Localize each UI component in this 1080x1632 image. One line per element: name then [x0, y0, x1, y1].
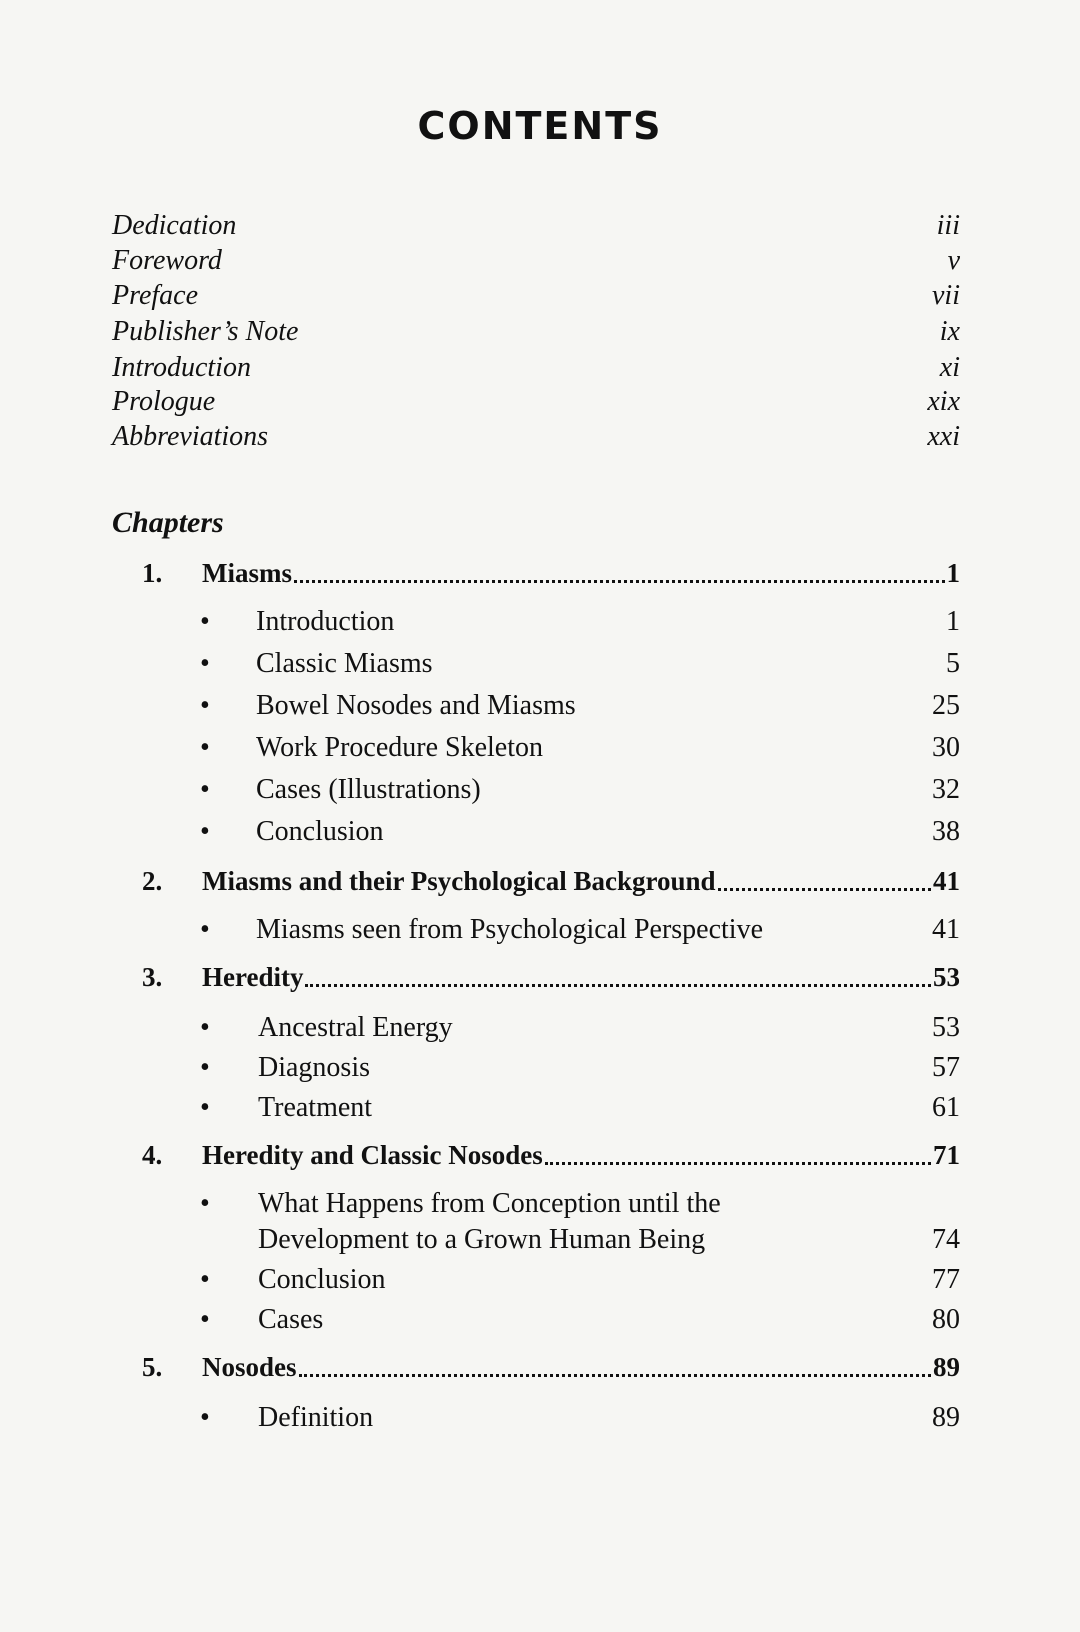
- page-number: 71: [933, 1140, 960, 1170]
- dot-leader: [718, 888, 931, 891]
- section-title: Ancestral Energy: [258, 1012, 453, 1043]
- dot-leader: [299, 1374, 931, 1377]
- chapter-title: Heredity: [202, 962, 304, 992]
- page-number: 41: [933, 866, 960, 896]
- section-title: Definition: [258, 1402, 374, 1433]
- page-number: 5: [946, 648, 960, 679]
- bullet-icon: •: [200, 690, 210, 721]
- bullet-icon: •: [200, 914, 210, 945]
- section-title: Introduction: [256, 606, 395, 637]
- page-number: vii: [932, 280, 960, 311]
- chapter-entry: [142, 962, 960, 993]
- entry-label: Abbreviations: [112, 421, 269, 452]
- bullet-icon: •: [200, 1012, 210, 1043]
- entry-label: Dedication: [112, 210, 237, 241]
- section-entry: [200, 914, 960, 946]
- front-matter-item: [112, 316, 960, 348]
- chapter-entry: [142, 558, 960, 589]
- bullet-icon: •: [200, 1264, 210, 1295]
- section-entry: [200, 732, 960, 764]
- section-entry: [200, 690, 960, 722]
- section-entry: [200, 606, 960, 638]
- bullet-icon: •: [200, 1304, 210, 1335]
- page-number: ix: [939, 316, 960, 347]
- section-title: Treatment: [258, 1092, 373, 1123]
- bullet-icon: •: [200, 774, 210, 805]
- section-title: Classic Miasms: [256, 648, 433, 679]
- page-number: 74: [932, 1224, 960, 1255]
- section-title: Diagnosis: [258, 1052, 370, 1083]
- dot-leader: [294, 580, 945, 583]
- page-number: iii: [936, 210, 960, 241]
- page-number: 53: [932, 1012, 960, 1043]
- chapter-title: Miasms: [202, 558, 292, 588]
- section-entry: [200, 1052, 960, 1084]
- entry-label: Prologue: [112, 386, 216, 417]
- page-number: 57: [932, 1052, 960, 1083]
- section-title: Miasms seen from Psychological Perspective: [256, 914, 764, 945]
- page-number: 53: [933, 962, 960, 992]
- section-title: Cases (Illustrations): [256, 774, 481, 805]
- bullet-icon: •: [200, 606, 210, 637]
- chapter-title: Heredity and Classic Nosodes: [202, 1140, 543, 1170]
- chapter-number: 2.: [142, 866, 163, 896]
- chapter-title: Miasms and their Psychological Background: [202, 866, 716, 896]
- section-title: Development to a Grown Human Being: [258, 1224, 706, 1255]
- section-title: Conclusion: [256, 816, 384, 847]
- chapter-number: 1.: [142, 558, 163, 588]
- front-matter-item: [112, 280, 960, 312]
- section-title: Cases: [258, 1304, 324, 1335]
- front-matter-item: [112, 386, 960, 418]
- page-number: 89: [933, 1352, 960, 1382]
- page-number: 61: [932, 1092, 960, 1123]
- chapter-number: 4.: [142, 1140, 163, 1170]
- bullet-icon: •: [200, 1402, 210, 1433]
- page-title: CONTENTS: [417, 104, 663, 148]
- page-number: 80: [932, 1304, 960, 1335]
- section-entry: [200, 1188, 960, 1220]
- chapters-heading: Chapters: [112, 506, 224, 539]
- entry-label: Foreword: [112, 245, 222, 276]
- page-number: 1: [946, 558, 960, 588]
- section-title: Bowel Nosodes and Miasms: [256, 690, 576, 721]
- entry-label: Preface: [112, 280, 199, 311]
- page-number: v: [947, 245, 960, 276]
- bullet-icon: •: [200, 648, 210, 679]
- front-matter-item: [112, 245, 960, 277]
- front-matter-item: [112, 421, 960, 453]
- page-number: 38: [932, 816, 960, 847]
- bullet-icon: •: [200, 732, 210, 763]
- section-entry: [200, 648, 960, 680]
- section-entry: [200, 1092, 960, 1124]
- page-number: 32: [932, 774, 960, 805]
- page-number: xix: [927, 386, 960, 417]
- entry-label: Introduction: [112, 352, 251, 383]
- bullet-icon: •: [200, 1092, 210, 1123]
- section-entry: [200, 774, 960, 806]
- page-number: xxi: [927, 421, 960, 452]
- page-number: 25: [932, 690, 960, 721]
- front-matter-item: [112, 352, 960, 384]
- chapter-title: Nosodes: [202, 1352, 297, 1382]
- section-entry: [200, 1304, 960, 1336]
- page-number: xi: [939, 352, 960, 383]
- chapter-entry: [142, 1140, 960, 1171]
- section-title: What Happens from Conception until the: [258, 1188, 721, 1219]
- section-entry: [200, 816, 960, 848]
- section-entry: [200, 1264, 960, 1296]
- page-number: 41: [932, 914, 960, 945]
- dot-leader: [545, 1162, 931, 1165]
- page-number: 89: [932, 1402, 960, 1433]
- section-entry: [200, 1402, 960, 1434]
- section-title: Work Procedure Skeleton: [256, 732, 543, 763]
- dot-leader: [305, 984, 931, 987]
- chapter-number: 5.: [142, 1352, 163, 1382]
- bullet-icon: •: [200, 1052, 210, 1083]
- page-number: 30: [932, 732, 960, 763]
- chapter-entry: [142, 866, 960, 897]
- bullet-icon: •: [200, 1188, 210, 1219]
- page-number: 77: [932, 1264, 960, 1295]
- chapter-entry: [142, 1352, 960, 1383]
- chapter-number: 3.: [142, 962, 163, 992]
- section-entry-continued: [200, 1224, 960, 1256]
- bullet-icon: •: [200, 816, 210, 847]
- section-title: Conclusion: [258, 1264, 386, 1295]
- entry-label: Publisher’s Note: [112, 316, 299, 347]
- page-number: 1: [946, 606, 960, 637]
- section-entry: [200, 1012, 960, 1044]
- front-matter-item: [112, 210, 960, 242]
